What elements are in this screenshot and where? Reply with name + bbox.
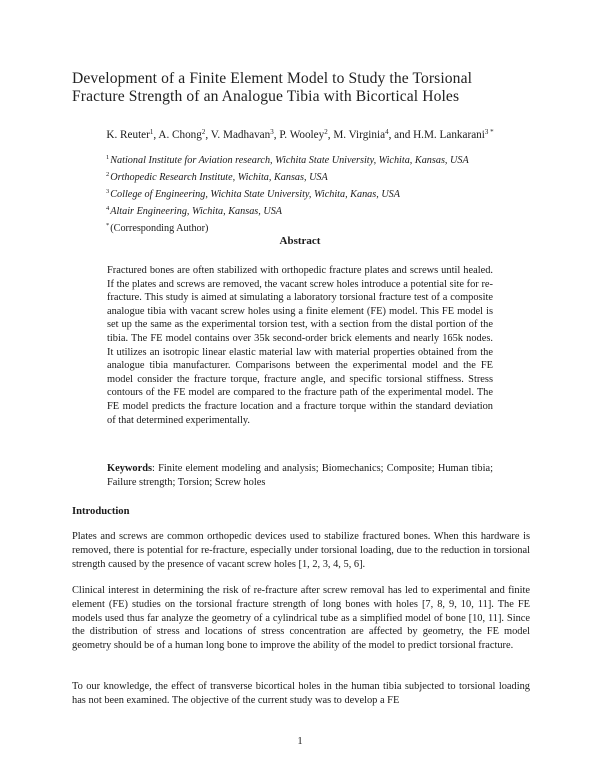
author: A. Chong: [158, 129, 202, 141]
affiliation-list: [106, 151, 546, 236]
affiliation-text: National Institute for Aviation research, Wichita State University, Wichita, Kansas, USA: [110, 155, 469, 166]
introduction-paragraph: Clinical interest in determining the risk of re-fracture after screw removal has led to experimental and finite element (FE) studies on the torsional fracture strength of long bones with holes [7, 8, 9, 10, 11]. The FE models used thus far analyze the geometry of a cylindrical tube as a simplified model of bone [10, 11]. Since the distribution of stress and locations of stress concentration are affected by geometry, the FE model geometry should be of a human long bone to improve the ability of the model to predict torsional fracture.: [72, 585, 530, 652]
affiliation-item: [106, 219, 546, 236]
keywords: [107, 462, 493, 489]
author-list: K. Reuter$^1$, A. Chong$^2$, V. Madhavan$^3$, P. Wooley$^2$, M. Virginia$^4$, and H.M. Lankarani$^{3 *}$: [106, 128, 494, 141]
title-line-2: Fracture Strength of an Analogue Tibia with Bicortical Holes: [72, 88, 460, 105]
affiliation-superscript: 4: [106, 205, 110, 213]
author: M. Virginia: [333, 129, 386, 141]
author-superscript: 2: [201, 128, 206, 136]
affiliation-superscript: *: [106, 222, 110, 230]
paper-title: [72, 70, 542, 106]
page-number: 1: [297, 736, 303, 747]
author: K. Reuter: [106, 129, 150, 141]
author: V. Madhavan: [210, 129, 271, 141]
affiliation-item: [106, 151, 546, 168]
affiliation-text: (Corresponding Author): [110, 223, 209, 235]
affiliation-text: Altair Engineering, Wichita, Kansas, USA: [110, 206, 283, 218]
affiliation-item: [106, 185, 546, 202]
abstract-body: Fractured bones are often stabilized with orthopedic fracture plates and screws until healed. If the plates and screws are removed, the vacant screw holes introduce a potential site for re-fracture. This study is aimed at simulating a laboratory torsional fracture test of a composite analogue tibia with vacant screw holes using a finite element (FE) model. This FE model is set up the same as the experimental torsion test, with a section from the distal portion of the tibia. The FE model contains over 35k second-order brick elements and nearly 165k nodes. It utilizes an isotropic linear elastic material law with material properties obtained from the analogue tibia manufacturer. Comparisons between the experimental model and the FE model consider the fracture torque, fracture angle, and specific torsional stiffness. Stress contours of the FE model are compared to the fracture path of the experimental model. The FE model predicts the fracture location and a fracture torque within the standard deviation of that determined experimentally.: [107, 265, 493, 426]
author-superscript: 4: [385, 128, 389, 136]
affiliation-superscript: 2: [106, 171, 110, 179]
affiliation-item: [106, 168, 546, 185]
affiliation-superscript: 1: [106, 154, 110, 161]
author-superscript: 1: [149, 128, 154, 136]
abstract-heading: Abstract: [279, 235, 321, 247]
author-superscript: 3: [270, 128, 274, 136]
author-superscript: 2: [324, 128, 328, 136]
keywords-label: Keywords: [107, 463, 153, 474]
introduction-paragraph: To our knowledge, the effect of transverse bicortical holes in the human tibia subjected to torsional loading has not been examined. The objective of the current study was to develop a FE: [72, 681, 530, 706]
introduction-paragraph: Plates and screws are common orthopedic devices used to stabilize fractured bones. When this hardware is removed, there is potential for re-fracture, especially under torsional loading, due to the reduction in torsional strength caused by the presence of vacant screw holes [1, 2, 3, 4, 5, 6].: [72, 531, 530, 570]
affiliation-text: Orthopedic Research Institute, Wichita, Kansas, USA: [110, 172, 328, 184]
author-superscript: 3 *: [484, 128, 494, 136]
affiliation-text: College of Engineering, Wichita State University, Wichita, Kanas, USA: [110, 189, 400, 201]
keywords-text: : Finite element modeling and analysis; Biomechanics; Composite; Human tibia; Failure strength; Torsion; Screw holes: [107, 463, 493, 488]
title-line-1: Development of a Finite Element Model to Study the Torsional: [72, 70, 473, 87]
author: and H.M. Lankarani: [394, 129, 485, 141]
introduction-heading: Introduction: [72, 506, 130, 517]
author: P. Wooley: [279, 129, 325, 141]
affiliation-superscript: 3: [106, 188, 110, 196]
affiliation-item: [106, 202, 546, 219]
